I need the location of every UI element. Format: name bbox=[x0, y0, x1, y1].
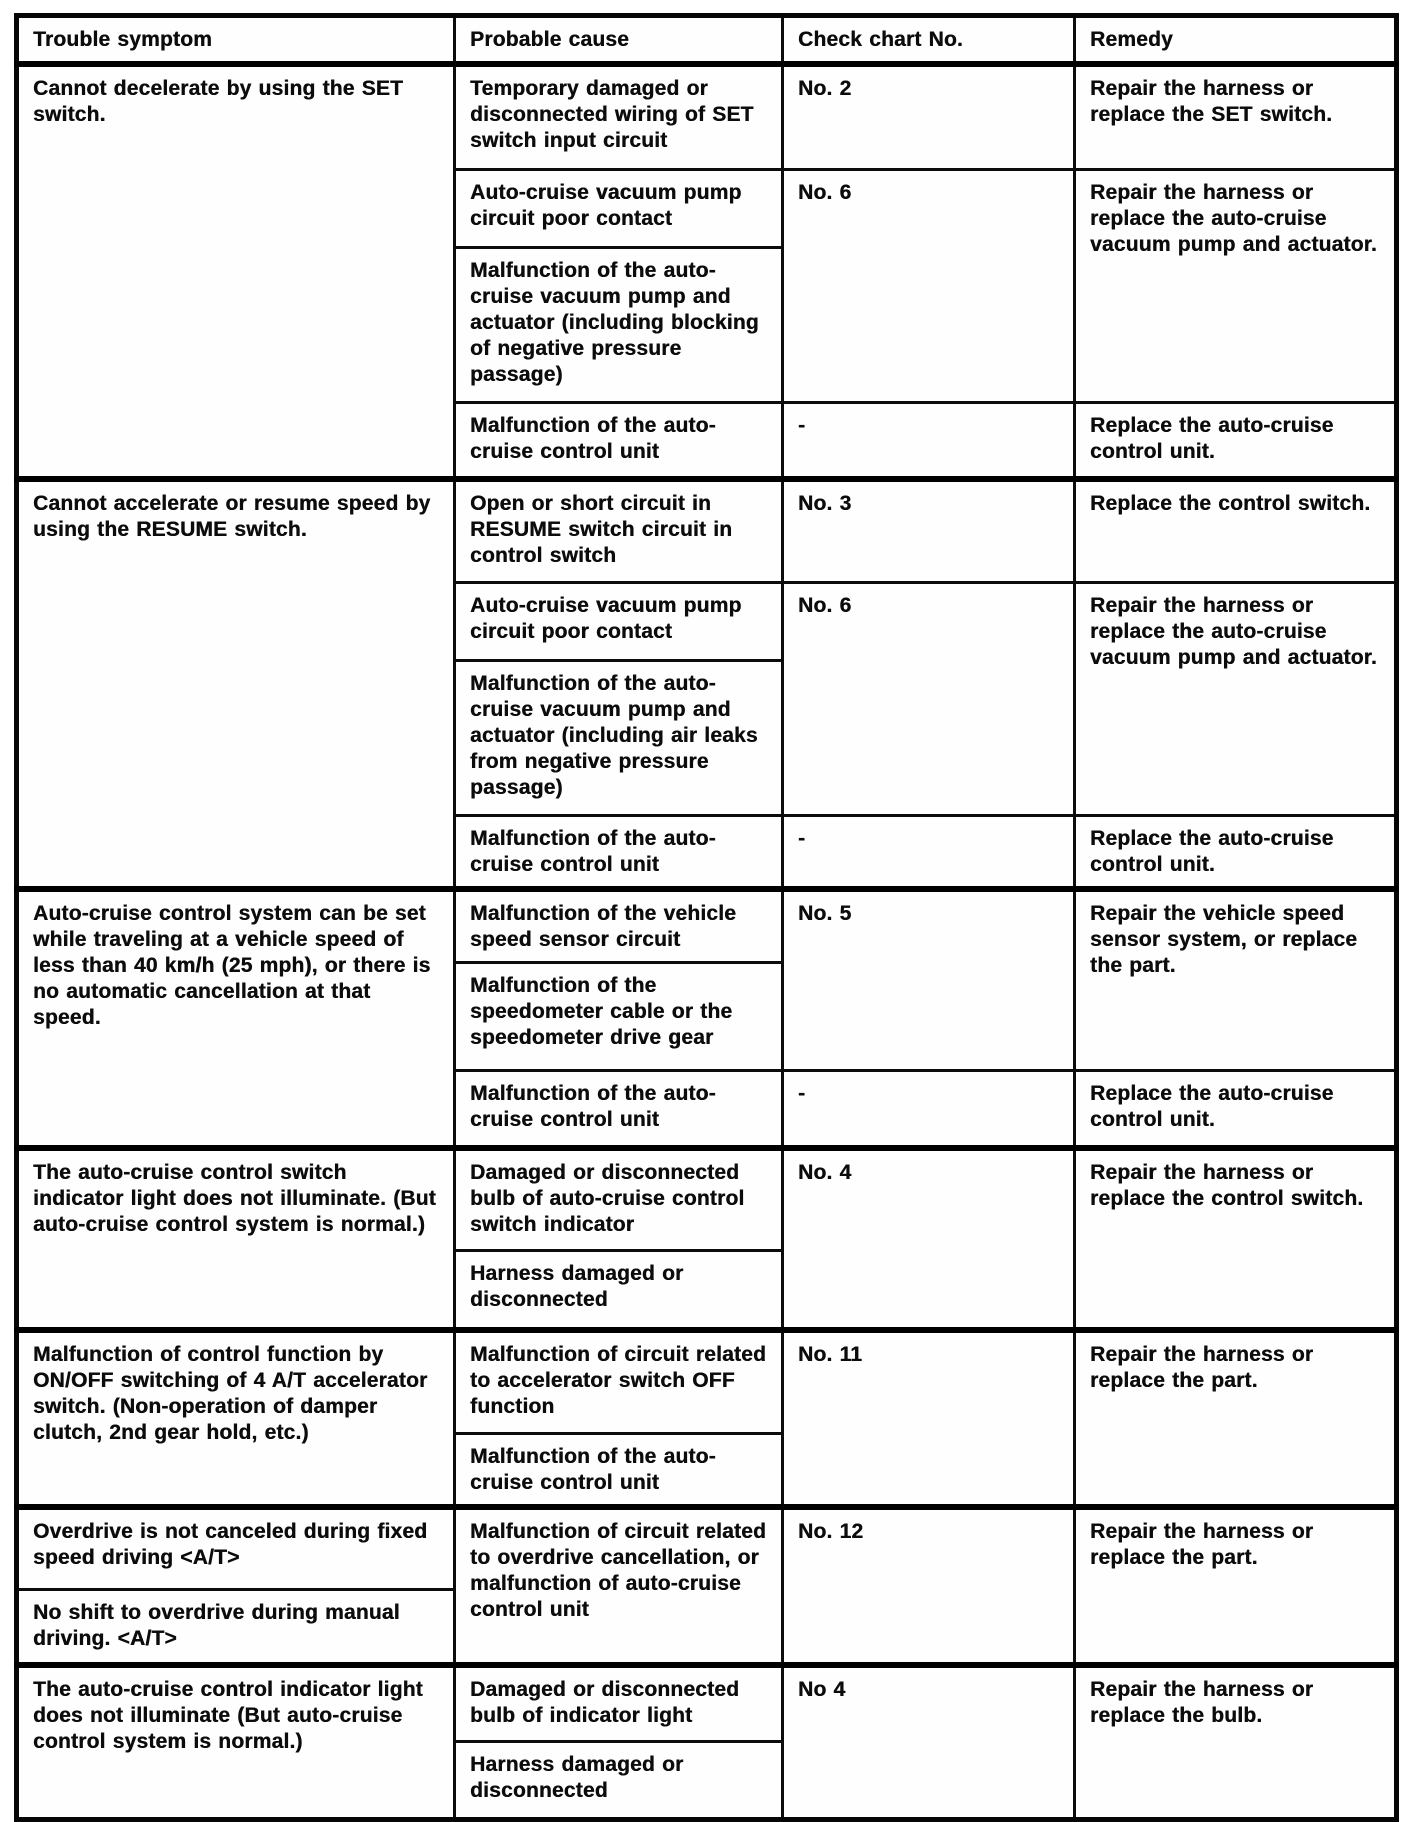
cause-cell: Malfunction of the vehicle speed sensor circuit bbox=[455, 889, 783, 963]
remedy-cell: Repair the harness or replace the control switch. bbox=[1075, 1148, 1397, 1330]
check-chart-cell: No. 2 bbox=[783, 64, 1075, 169]
remedy-cell: Repair the harness or replace the part. bbox=[1075, 1507, 1397, 1665]
remedy-cell: Repair the harness or replace the auto-cruise vacuum pump and actuator. bbox=[1075, 582, 1397, 815]
check-chart-cell: - bbox=[783, 815, 1075, 889]
check-chart-cell: No 4 bbox=[783, 1665, 1075, 1819]
cause-cell: Auto-cruise vacuum pump circuit poor contact bbox=[455, 582, 783, 660]
cause-cell: Malfunction of the speedometer cable or the speedometer drive gear bbox=[455, 963, 783, 1071]
symptom-cell: Overdrive is not canceled during fixed speed driving <A/T> bbox=[17, 1507, 455, 1589]
cause-cell: Malfunction of the auto-cruise vacuum pump and actuator (including air leaks from negative pressure passage) bbox=[455, 660, 783, 815]
table-row bbox=[17, 1507, 1397, 1589]
cause-cell: Malfunction of the auto-cruise control unit bbox=[455, 402, 783, 479]
table-row bbox=[17, 479, 1397, 582]
check-chart-cell: No. 3 bbox=[783, 479, 1075, 582]
cause-cell: Damaged or disconnected bulb of auto-cruise control switch indicator bbox=[455, 1148, 783, 1251]
table-row bbox=[17, 1665, 1397, 1741]
symptom-cell: Cannot decelerate by using the SET switch. bbox=[17, 64, 455, 479]
check-chart-cell: No. 6 bbox=[783, 169, 1075, 402]
symptom-cell: The auto-cruise control indicator light does not illuminate (But auto-cruise control system is normal.) bbox=[17, 1665, 455, 1819]
table-row bbox=[17, 1330, 1397, 1434]
col-header-remedy: Remedy bbox=[1075, 16, 1397, 65]
remedy-cell: Repair the harness or replace the auto-cruise vacuum pump and actuator. bbox=[1075, 169, 1397, 402]
cause-cell: Malfunction of circuit related to accelerator switch OFF function bbox=[455, 1330, 783, 1434]
cause-cell: Malfunction of the auto-cruise control unit bbox=[455, 1071, 783, 1148]
check-chart-cell: No. 12 bbox=[783, 1507, 1075, 1665]
remedy-cell: Replace the auto-cruise control unit. bbox=[1075, 402, 1397, 479]
remedy-cell: Repair the harness or replace the part. bbox=[1075, 1330, 1397, 1508]
cause-cell: Temporary damaged or disconnected wiring of SET switch input circuit bbox=[455, 64, 783, 169]
remedy-cell: Repair the harness or replace the bulb. bbox=[1075, 1665, 1397, 1819]
remedy-cell: Replace the control switch. bbox=[1075, 479, 1397, 582]
remedy-cell: Replace the auto-cruise control unit. bbox=[1075, 815, 1397, 889]
troubleshooting-table bbox=[14, 13, 1399, 1822]
col-header-probable-cause: Probable cause bbox=[455, 16, 783, 65]
symptom-cell: No shift to overdrive during manual driving. <A/T> bbox=[17, 1589, 455, 1665]
check-chart-cell: No. 6 bbox=[783, 582, 1075, 815]
check-chart-cell: - bbox=[783, 1071, 1075, 1148]
cause-cell: Auto-cruise vacuum pump circuit poor contact bbox=[455, 169, 783, 247]
cause-cell: Malfunction of the auto-cruise vacuum pump and actuator (including blocking of negative pressure passage) bbox=[455, 247, 783, 402]
check-chart-cell: - bbox=[783, 402, 1075, 479]
check-chart-cell: No. 4 bbox=[783, 1148, 1075, 1330]
symptom-cell: The auto-cruise control switch indicator light does not illuminate. (But auto-cruise control system is normal.) bbox=[17, 1148, 455, 1330]
remedy-cell: Repair the harness or replace the SET switch. bbox=[1075, 64, 1397, 169]
remedy-cell: Replace the auto-cruise control unit. bbox=[1075, 1071, 1397, 1148]
col-header-check-chart-no: Check chart No. bbox=[783, 16, 1075, 65]
cause-cell: Malfunction of the auto-cruise control unit bbox=[455, 815, 783, 889]
cause-cell: Open or short circuit in RESUME switch circuit in control switch bbox=[455, 479, 783, 582]
cause-cell: Malfunction of circuit related to overdrive cancellation, or malfunction of auto-cruise control unit bbox=[455, 1507, 783, 1665]
col-header-trouble-symptom: Trouble symptom bbox=[17, 16, 455, 65]
check-chart-cell: No. 5 bbox=[783, 889, 1075, 1071]
header-row bbox=[17, 16, 1397, 65]
table-row bbox=[17, 64, 1397, 169]
table-row bbox=[17, 1148, 1397, 1251]
cause-cell: Harness damaged or disconnected bbox=[455, 1741, 783, 1819]
symptom-cell: Malfunction of control function by ON/OFF switching of 4 A/T accelerator switch. (Non-operation of damper clutch, 2nd gear hold, etc.) bbox=[17, 1330, 455, 1508]
remedy-cell: Repair the vehicle speed sensor system, or replace the part. bbox=[1075, 889, 1397, 1071]
cause-cell: Damaged or disconnected bulb of indicator light bbox=[455, 1665, 783, 1741]
check-chart-cell: No. 11 bbox=[783, 1330, 1075, 1508]
symptom-cell: Auto-cruise control system can be set while traveling at a vehicle speed of less than 40 km/h (25 mph), or there is no automatic cancellation at that speed. bbox=[17, 889, 455, 1148]
cause-cell: Malfunction of the auto-cruise control unit bbox=[455, 1434, 783, 1508]
cause-cell: Harness damaged or disconnected bbox=[455, 1251, 783, 1330]
symptom-cell: Cannot accelerate or resume speed by using the RESUME switch. bbox=[17, 479, 455, 889]
table-row bbox=[17, 889, 1397, 963]
